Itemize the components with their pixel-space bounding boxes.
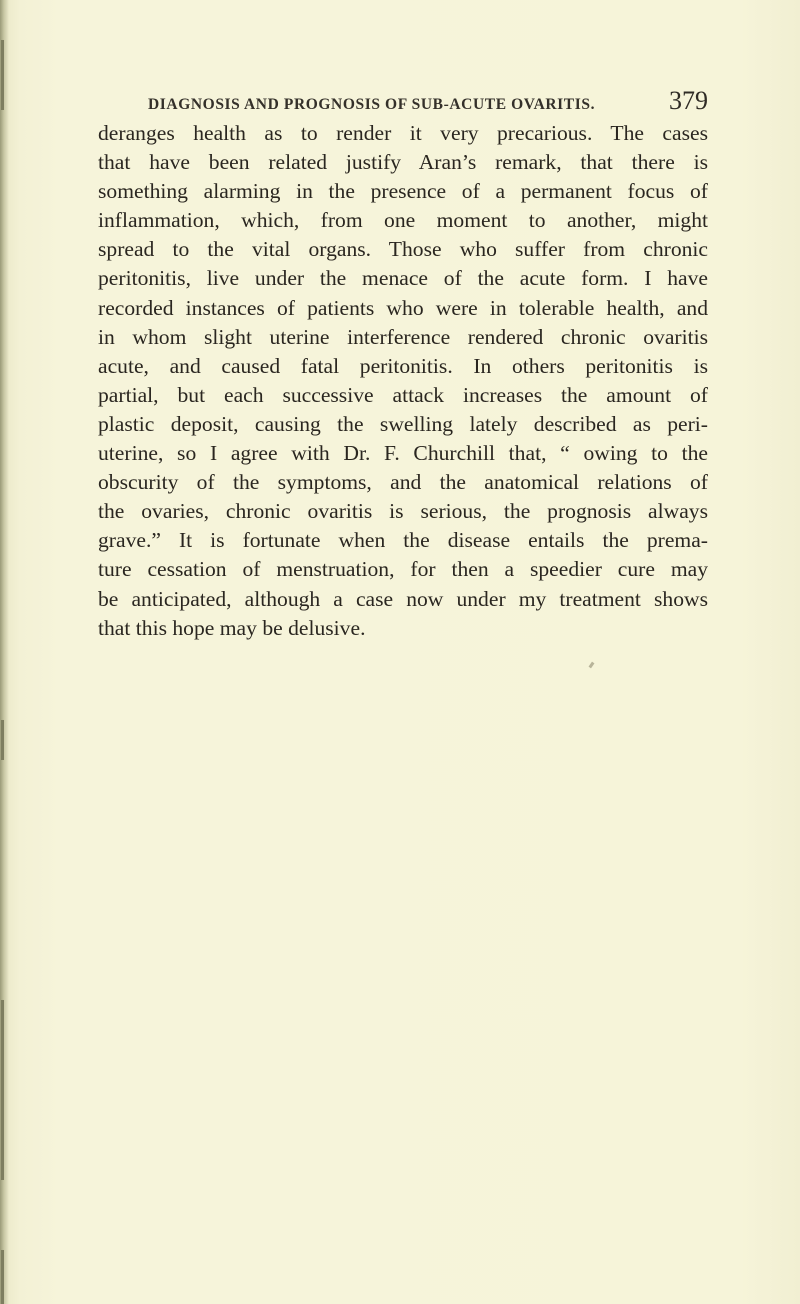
gutter-mark (1, 40, 4, 110)
text-line: deranges health as to render it very precarious. The cases (98, 121, 708, 145)
gutter-mark (1, 720, 4, 760)
text-line: obscurity of the symptoms, and the anatomical relations of (98, 470, 708, 495)
text-line: the ovaries, chronic ovaritis is serious, the prognosis always (98, 499, 708, 524)
text-line: be anticipated, although a case now under my treatment shows (98, 586, 708, 611)
running-title: DIAGNOSIS AND PROGNOSIS OF SUB-ACUTE OVARITIS. (148, 96, 596, 113)
text-line: acute, and caused fatal peritonitis. In others peritonitis is (98, 353, 708, 378)
text-line: partial, but each successive attack increases the amount of (98, 382, 708, 407)
text-line: spread to the vital organs. Those who suffer from chronic (98, 237, 708, 262)
text-line: that this hope may be delusive. (98, 615, 366, 640)
running-head (148, 86, 708, 116)
text-line: recorded instances of patients who were in tolerable health, and (98, 295, 708, 320)
text-line: inflammation, which, from one moment to another, might (98, 208, 708, 233)
text-line: uterine, so I agree with Dr. F. Churchill that, “ owing to the (98, 441, 708, 466)
text-line: ture cessation of menstruation, for then a speedier cure may (98, 557, 708, 582)
text-line: that have been related justify Aran’s remark, that there is (98, 150, 708, 175)
gutter-mark (1, 1000, 4, 1180)
text-line: plastic deposit, causing the swelling lately described as peri- (98, 411, 708, 436)
gutter-mark (1, 1250, 4, 1304)
text-line: grave.” It is fortunate when the disease entails the prema- (98, 528, 708, 553)
page-number: 379 (669, 86, 708, 115)
text-line: in whom slight uterine interference rendered chronic ovaritis (98, 324, 708, 349)
text-line: peritonitis, live under the menace of the acute form. I have (98, 266, 708, 291)
body-paragraph (98, 119, 708, 643)
paper-speck (589, 662, 595, 669)
text-line: something alarming in the presence of a permanent focus of (98, 179, 708, 204)
